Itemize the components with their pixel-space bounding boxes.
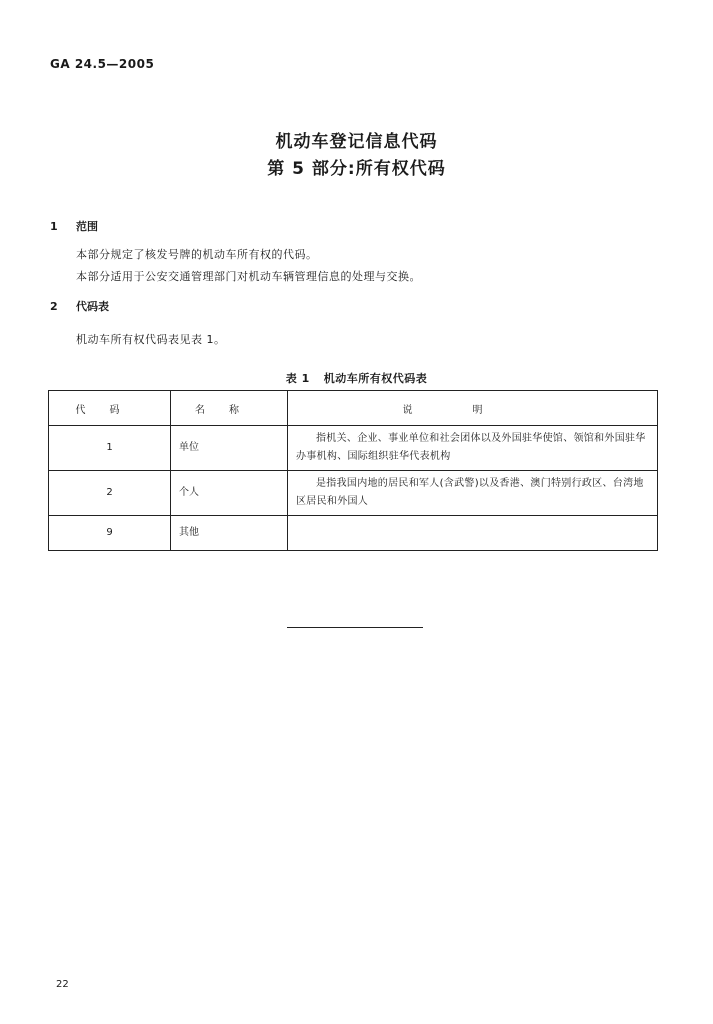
column-header-description: 说明 (288, 391, 658, 426)
paragraph: 本部分适用于公安交通管理部门对机动车辆管理信息的处理与交换。 (76, 270, 421, 283)
section-2-heading (50, 298, 109, 314)
section-1-heading (50, 218, 98, 234)
section-heading-text: 代码表 (76, 300, 109, 313)
description-cell: 是指我国内地的居民和军人(含武警)以及香港、澳门特别行政区、台湾地区居民和外国人 (288, 471, 658, 516)
table-row (49, 426, 658, 471)
paragraph: 机动车所有权代码表见表 1。 (76, 333, 226, 346)
name-cell: 单位 (171, 426, 288, 471)
document-subtitle: 第 5 部分:所有权代码 (267, 159, 446, 179)
standard-number: GA 24.5—2005 (50, 57, 155, 71)
name-cell: 其他 (171, 516, 288, 551)
table-caption (0, 370, 713, 386)
section-number: 2 (50, 300, 58, 313)
table-caption-label: 表 1 (285, 372, 310, 385)
description-cell: 指机关、企业、事业单位和社会团体以及外国驻华使馆、领馆和外国驻华办事机构、国际组织驻华代表机构 (288, 426, 658, 471)
table-header-row (49, 391, 658, 426)
paragraph: 本部分规定了核发号牌的机动车所有权的代码。 (76, 248, 318, 261)
column-header-name: 名称 (171, 391, 288, 426)
code-cell: 9 (49, 516, 171, 551)
section-number: 1 (50, 220, 58, 233)
end-of-document-rule (287, 627, 423, 628)
name-cell: 个人 (171, 471, 288, 516)
document-title: 机动车登记信息代码 (275, 132, 438, 152)
section-heading-text: 范围 (76, 220, 98, 233)
column-header-code: 代码 (49, 391, 171, 426)
code-cell: 1 (49, 426, 171, 471)
code-cell: 2 (49, 471, 171, 516)
table-row (49, 471, 658, 516)
table-caption-title: 机动车所有权代码表 (323, 372, 428, 385)
description-cell (288, 516, 658, 551)
table-row (49, 516, 658, 551)
ownership-code-table (48, 390, 658, 551)
page-number: 22 (56, 979, 69, 990)
